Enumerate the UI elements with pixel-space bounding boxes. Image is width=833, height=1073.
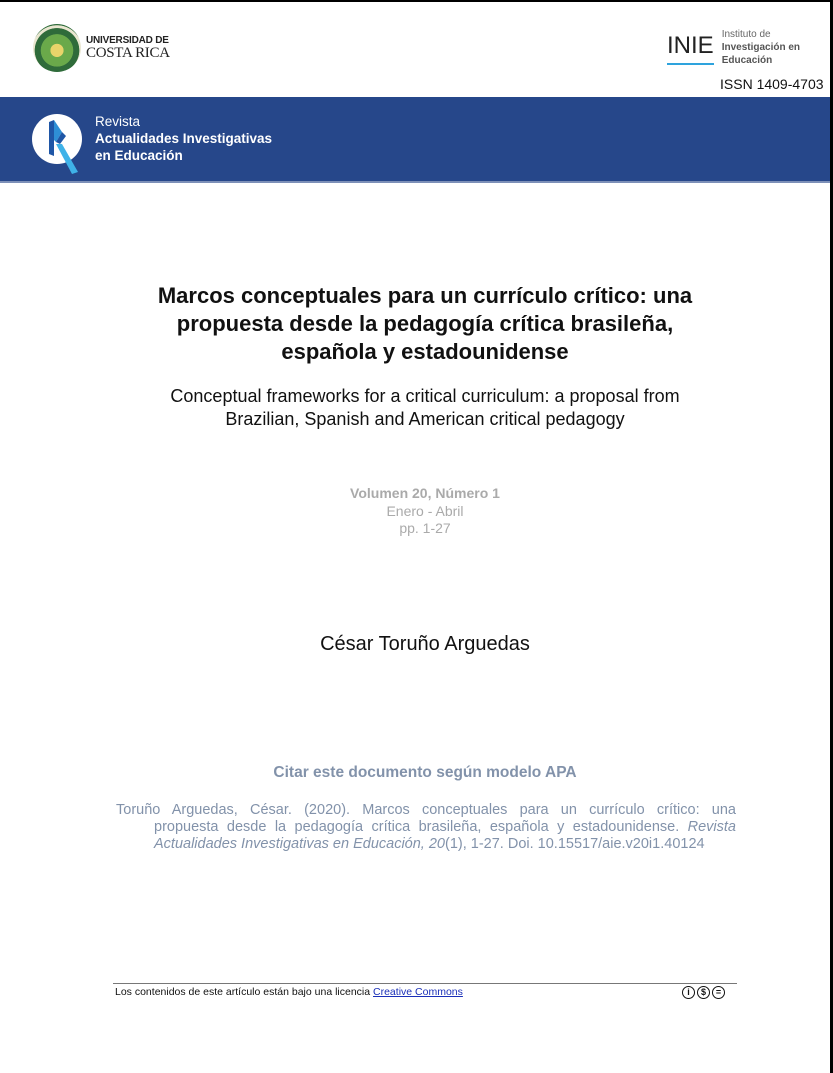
subtitle-line: Conceptual frameworks for a critical curriculum: a proposal from [170,386,680,406]
citation-text: propuesta desde la pedagogía crítica brasileña, española y estadounidense. [154,819,688,835]
nc-icon: $ [697,986,710,999]
ucr-seal-icon [33,24,81,72]
title-line: Marcos conceptuales para un currículo crítico: una [157,283,693,308]
inie-line1: Instituto de [721,29,771,40]
citation-line2 [116,819,736,836]
period: Enero - Abril [386,502,464,519]
inie-line3: Educación [721,55,773,66]
article-subtitle [100,385,750,431]
ucr-logo [33,24,170,72]
issue-info [275,485,575,538]
title-line: española y estadounidense [281,339,569,364]
inie-acronym: INIE [667,28,714,67]
citation-journal: Revista [687,819,736,835]
citation-line3 [116,836,736,853]
banner-line1: Revista [95,114,141,129]
issn: ISSN 1409-4703 [720,76,824,92]
citation [116,802,736,853]
nd-icon: = [712,986,725,999]
journal-r-logo-icon [32,114,82,164]
journal-banner [0,97,830,183]
title-line: propuesta desde la pedagogía crítica brasileña, [176,311,674,336]
volume: Volumen 20, Número 1 [350,485,500,501]
creative-commons-link[interactable]: Creative Commons [373,986,463,998]
pages: pp. 1-27 [399,520,451,536]
footer-divider [113,983,737,984]
license-text: Los contenidos de este artículo están bajo una licencia [115,986,374,998]
author: César Toruño Arguedas [320,633,530,655]
citation-journal-volume: Actualidades Investigativas en Educación, 20 [154,836,445,852]
banner-line2: Actualidades Investigativas [95,131,273,146]
inie-line2: Investigación en [721,42,801,53]
ucr-name-line2: COSTA RICA [86,44,170,61]
ucr-name-line1: UNIVERSIDAD DE [86,34,169,46]
cc-license-badge[interactable] [682,986,725,999]
by-icon: i [682,986,695,999]
inie-logo [667,28,800,67]
article-title [100,282,750,366]
citation-heading: Citar este documento según modelo APA [273,764,577,781]
citation-doi: (1), 1-27. Doi. 10.15517/aie.v20i1.40124 [445,836,705,852]
page-border-top [0,0,833,2]
banner-line3: en Educación [95,148,183,163]
subtitle-line: Brazilian, Spanish and American critical pedagogy [225,409,625,429]
license-notice [115,986,463,998]
citation-line1: Toruño Arguedas, César. (2020). Marcos conceptuales para un currículo crítico: una [116,802,736,818]
